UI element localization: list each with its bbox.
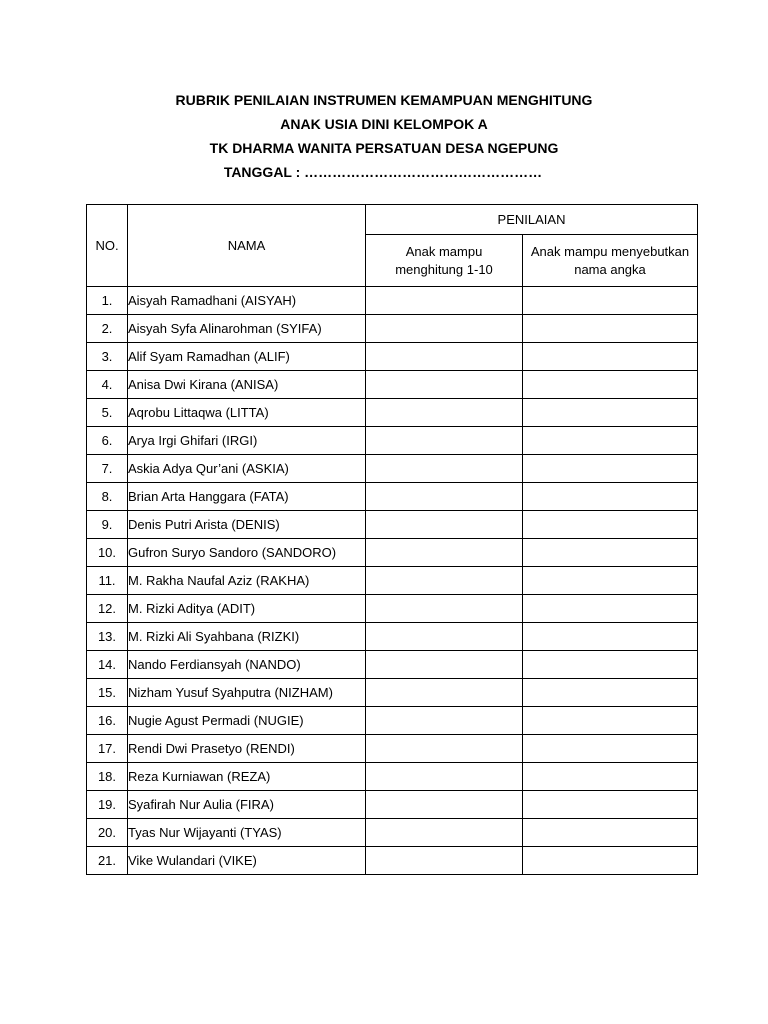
table-row (87, 455, 698, 483)
header-name: NAMA (128, 205, 366, 287)
row-number: 15. (87, 679, 128, 707)
score-cell-count[interactable] (366, 427, 523, 455)
table-row (87, 763, 698, 791)
score-cell-name-numbers[interactable] (523, 707, 698, 735)
score-cell-name-numbers[interactable] (523, 623, 698, 651)
score-cell-count[interactable] (366, 483, 523, 511)
score-cell-count[interactable] (366, 735, 523, 763)
table-row (87, 539, 698, 567)
student-name: Nugie Agust Permadi (NUGIE) (128, 707, 366, 735)
title-line-1: RUBRIK PENILAIAN INSTRUMEN KEMAMPUAN MENGHITUNG (175, 92, 593, 108)
score-cell-name-numbers[interactable] (523, 763, 698, 791)
student-name: Denis Putri Arista (DENIS) (128, 511, 366, 539)
score-cell-name-numbers[interactable] (523, 287, 698, 315)
row-number: 8. (87, 483, 128, 511)
row-number: 6. (87, 427, 128, 455)
row-number: 10. (87, 539, 128, 567)
score-cell-name-numbers[interactable] (523, 819, 698, 847)
student-name: Aisyah Syfa Alinarohman (SYIFA) (128, 315, 366, 343)
score-cell-name-numbers[interactable] (523, 427, 698, 455)
table-row (87, 623, 698, 651)
score-cell-count[interactable] (366, 287, 523, 315)
row-number: 21. (87, 847, 128, 875)
row-number: 13. (87, 623, 128, 651)
table-row (87, 371, 698, 399)
row-number: 4. (87, 371, 128, 399)
score-cell-count[interactable] (366, 371, 523, 399)
row-number: 11. (87, 567, 128, 595)
row-number: 5. (87, 399, 128, 427)
score-cell-name-numbers[interactable] (523, 567, 698, 595)
score-cell-count[interactable] (366, 847, 523, 875)
table-row (87, 847, 698, 875)
document-title (0, 88, 768, 184)
table-row (87, 651, 698, 679)
table-row (87, 511, 698, 539)
score-cell-name-numbers[interactable] (523, 343, 698, 371)
student-name: Syafirah Nur Aulia (FIRA) (128, 791, 366, 819)
score-cell-count[interactable] (366, 399, 523, 427)
score-cell-name-numbers[interactable] (523, 315, 698, 343)
score-cell-count[interactable] (366, 455, 523, 483)
header-no: NO. (87, 205, 128, 287)
student-name: Aqrobu Littaqwa (LITTA) (128, 399, 366, 427)
score-cell-count[interactable] (366, 343, 523, 371)
score-cell-count[interactable] (366, 679, 523, 707)
table-row (87, 483, 698, 511)
row-number: 20. (87, 819, 128, 847)
score-cell-count[interactable] (366, 651, 523, 679)
table-body (87, 287, 698, 875)
row-number: 12. (87, 595, 128, 623)
student-name: Brian Arta Hanggara (FATA) (128, 483, 366, 511)
table-row (87, 315, 698, 343)
title-line-2: ANAK USIA DINI KELOMPOK A (280, 116, 488, 132)
score-cell-count[interactable] (366, 539, 523, 567)
row-number: 16. (87, 707, 128, 735)
assessment-table (86, 204, 698, 875)
table-row (87, 567, 698, 595)
score-cell-count[interactable] (366, 315, 523, 343)
score-cell-count[interactable] (366, 819, 523, 847)
score-cell-name-numbers[interactable] (523, 651, 698, 679)
score-cell-name-numbers[interactable] (523, 371, 698, 399)
table-row (87, 399, 698, 427)
row-number: 1. (87, 287, 128, 315)
score-cell-count[interactable] (366, 763, 523, 791)
row-number: 14. (87, 651, 128, 679)
student-name: Anisa Dwi Kirana (ANISA) (128, 371, 366, 399)
score-cell-name-numbers[interactable] (523, 483, 698, 511)
row-number: 9. (87, 511, 128, 539)
student-name: Reza Kurniawan (REZA) (128, 763, 366, 791)
table-row (87, 595, 698, 623)
student-name: Aisyah Ramadhani (AISYAH) (128, 287, 366, 315)
title-line-3: TK DHARMA WANITA PERSATUAN DESA NGEPUNG (209, 140, 559, 156)
student-name: Nando Ferdiansyah (NANDO) (128, 651, 366, 679)
criteria-count-label: Anak mampu menghitung 1-10 (395, 243, 493, 277)
score-cell-name-numbers[interactable] (523, 847, 698, 875)
score-cell-name-numbers[interactable] (523, 791, 698, 819)
score-cell-name-numbers[interactable] (523, 399, 698, 427)
score-cell-count[interactable] (366, 623, 523, 651)
student-name: Alif Syam Ramadhan (ALIF) (128, 343, 366, 371)
header-assessment: PENILAIAN (366, 205, 698, 235)
score-cell-name-numbers[interactable] (523, 595, 698, 623)
row-number: 2. (87, 315, 128, 343)
row-number: 17. (87, 735, 128, 763)
score-cell-count[interactable] (366, 595, 523, 623)
table-row (87, 679, 698, 707)
student-name: Tyas Nur Wijayanti (TYAS) (128, 819, 366, 847)
table-row (87, 287, 698, 315)
table-row (87, 819, 698, 847)
header-criteria-name-numbers (523, 235, 698, 287)
student-name: Gufron Suryo Sandoro (SANDORO) (128, 539, 366, 567)
student-name: Nizham Yusuf Syahputra (NIZHAM) (128, 679, 366, 707)
header-criteria-count (366, 235, 523, 287)
student-name: M. Rizki Aditya (ADIT) (128, 595, 366, 623)
table-header-row (87, 205, 698, 235)
student-name: Askia Adya Qur’ani (ASKIA) (128, 455, 366, 483)
score-cell-count[interactable] (366, 511, 523, 539)
score-cell-name-numbers[interactable] (523, 511, 698, 539)
row-number: 3. (87, 343, 128, 371)
score-cell-name-numbers[interactable] (523, 679, 698, 707)
score-cell-name-numbers[interactable] (523, 539, 698, 567)
row-number: 18. (87, 763, 128, 791)
student-name: M. Rakha Naufal Aziz (RAKHA) (128, 567, 366, 595)
student-name: Arya Irgi Ghifari (IRGI) (128, 427, 366, 455)
score-cell-name-numbers[interactable] (523, 735, 698, 763)
title-line-date: TANGGAL : …………………………………………… (223, 164, 543, 180)
table-row (87, 707, 698, 735)
table-row (87, 427, 698, 455)
score-cell-name-numbers[interactable] (523, 455, 698, 483)
table-row (87, 791, 698, 819)
table-row (87, 735, 698, 763)
score-cell-count[interactable] (366, 567, 523, 595)
student-name: M. Rizki Ali Syahbana (RIZKI) (128, 623, 366, 651)
student-name: Vike Wulandari (VIKE) (128, 847, 366, 875)
row-number: 7. (87, 455, 128, 483)
row-number: 19. (87, 791, 128, 819)
student-name: Rendi Dwi Prasetyo (RENDI) (128, 735, 366, 763)
score-cell-count[interactable] (366, 791, 523, 819)
table-row (87, 343, 698, 371)
criteria-name-numbers-label: Anak mampu menyebutkan nama angka (530, 243, 690, 277)
score-cell-count[interactable] (366, 707, 523, 735)
